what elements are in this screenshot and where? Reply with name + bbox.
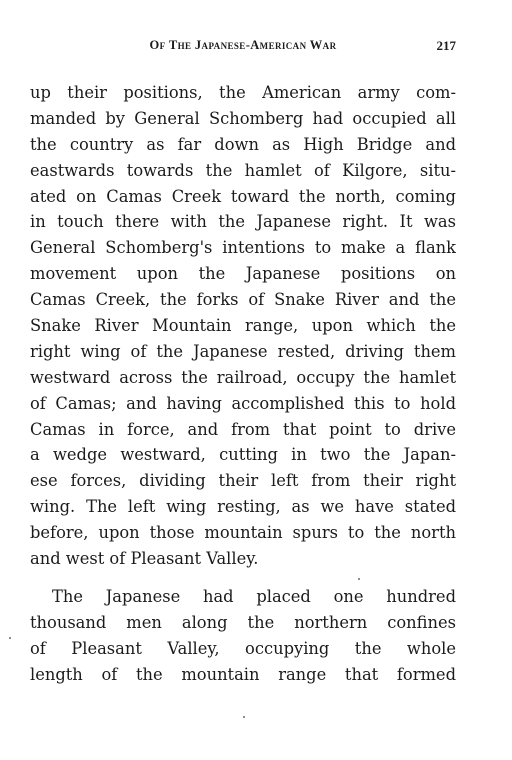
text-line: of Camas; and having accomplished this to hold [30, 393, 456, 413]
paragraph-gap [30, 572, 456, 584]
text-line: westward across the railroad, occupy the hamlet [30, 367, 456, 387]
text-line: in touch there with the Japanese right. It was [30, 212, 456, 232]
text-line: Camas Creek, the forks of Snake River and the [30, 290, 456, 310]
paper-speck [243, 716, 245, 718]
page-number: 217 [436, 38, 456, 53]
body-text [30, 80, 456, 687]
text-line: length of the mountain range that formed [30, 664, 456, 684]
paper-speck [9, 637, 11, 639]
text-line: General Schomberg's intentions to make a flank [30, 238, 456, 258]
paper-speck [358, 578, 360, 580]
text-line: movement upon the Japanese positions on [30, 264, 456, 284]
text-line: The Japanese had placed one hundred [52, 586, 456, 606]
text-line: Camas in force, and from that point to drive [30, 419, 456, 439]
paragraph-1 [30, 80, 456, 572]
text-line: ated on Camas Creek toward the north, coming [30, 186, 456, 206]
running-title: Of The Japanese-American War [149, 38, 337, 52]
text-line: of Pleasant Valley, occupying the whole [30, 638, 456, 658]
running-head [30, 38, 456, 58]
paragraph-2 [30, 584, 456, 688]
text-line: wing. The left wing resting, as we have stated [30, 497, 456, 517]
text-line: manded by General Schomberg had occupied all [30, 108, 456, 128]
text-line: before, upon those mountain spurs to the north [30, 523, 456, 543]
text-line: and west of Pleasant Valley. [30, 549, 259, 569]
text-line: right wing of the Japanese rested, driving them [30, 341, 456, 361]
text-line: ese forces, dividing their left from their right [30, 471, 456, 491]
text-line: thousand men along the northern confines [30, 612, 456, 632]
text-line: eastwards towards the hamlet of Kilgore, situ- [30, 160, 456, 180]
text-line: up their positions, the American army com- [30, 83, 456, 102]
text-line: the country as far down as High Bridge and [30, 134, 456, 154]
text-line: a wedge westward, cutting in two the Japan- [30, 445, 456, 465]
text-line: Snake River Mountain range, upon which the [30, 316, 456, 336]
